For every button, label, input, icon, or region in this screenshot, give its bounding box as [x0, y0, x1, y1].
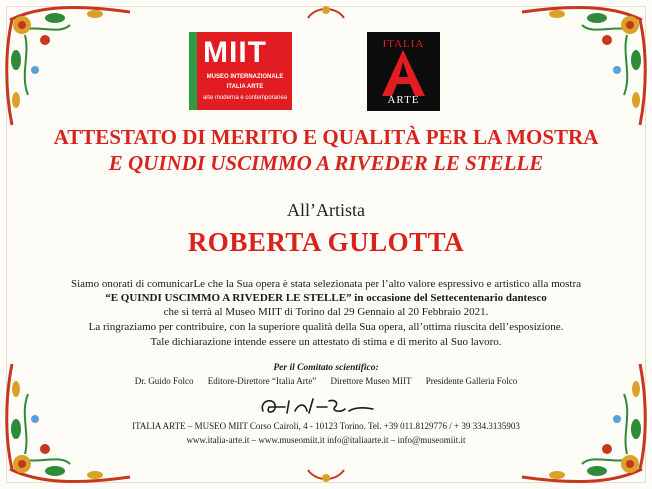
italia-arte-logo-top: ITALIA: [382, 38, 425, 50]
committee-people: [0, 376, 652, 386]
miit-logo-line2: ITALIA ARTE: [226, 84, 264, 90]
signature-icon: [255, 393, 385, 419]
miit-logo-line1: MUSEO INTERNAZIONALE: [206, 74, 284, 80]
miit-logo-title: MIIT: [203, 36, 267, 69]
italia-arte-logo-bottom: ARTE: [387, 94, 420, 106]
miit-logo-line3: arte moderna e contemporanea: [202, 95, 288, 101]
exhibition-title: E QUINDI USCIMMO A RIVEDER LE STELLE: [108, 151, 544, 175]
contact-line: ITALIA ARTE – MUSEO MIIT Corso Cairoli, 4 - 10123 Torino. Tel. +39 011.8129776 / + 39 334.3135903: [132, 421, 520, 431]
certificate-title: ATTESTATO DI MERITO E QUALITÀ PER LA MOSTRA: [53, 125, 599, 149]
body-line: Tale dichiarazione intende essere un attestato di stima e di merito al Suo lavoro.: [150, 336, 502, 348]
committee-person: Dr. Guido Folco: [134, 376, 194, 386]
body-line: che si terrà al Museo MIIT di Torino dal 29 Gennaio al 20 Febbraio 2021.: [163, 306, 489, 318]
committee-person: Presidente Galleria Folco: [425, 376, 518, 386]
arte-a-icon: [382, 50, 425, 96]
miit-logo: [189, 32, 292, 110]
ornament-bottom-center-icon: [306, 466, 346, 484]
ornament-top-left-icon: [0, 0, 140, 130]
committee-heading: Per il Comitato scientifico:: [273, 363, 379, 373]
committee-person: Direttore Museo MIIT: [330, 376, 412, 386]
artist-name: ROBERTA GULOTTA: [187, 227, 465, 257]
body-line: La ringraziamo per contribuire, con la superiore qualità della Sua opera, all’ottima riuscita dell’esposizione.: [88, 321, 564, 333]
artist-label: All’Artista: [287, 200, 365, 220]
committee-person: Editore-Direttore “Italia Arte”: [207, 376, 317, 386]
web-line: www.italia-arte.it – www.museomiit.it info@italiaarte.it – info@museomiit.it: [186, 435, 466, 445]
ornament-top-right-icon: [512, 0, 652, 130]
italia-arte-logo: [367, 32, 440, 111]
ornament-top-center-icon: [306, 4, 346, 22]
body-line: “E QUINDI USCIMMO A RIVEDER LE STELLE” in occasione del Settecentenario dantesco: [105, 292, 547, 304]
body-line: Siamo onorati di comunicarLe che la Sua opera è stata selezionata per l’alto valore espressivo e artistico alla mostra: [70, 278, 582, 290]
miit-logo-green-band: [189, 32, 197, 110]
